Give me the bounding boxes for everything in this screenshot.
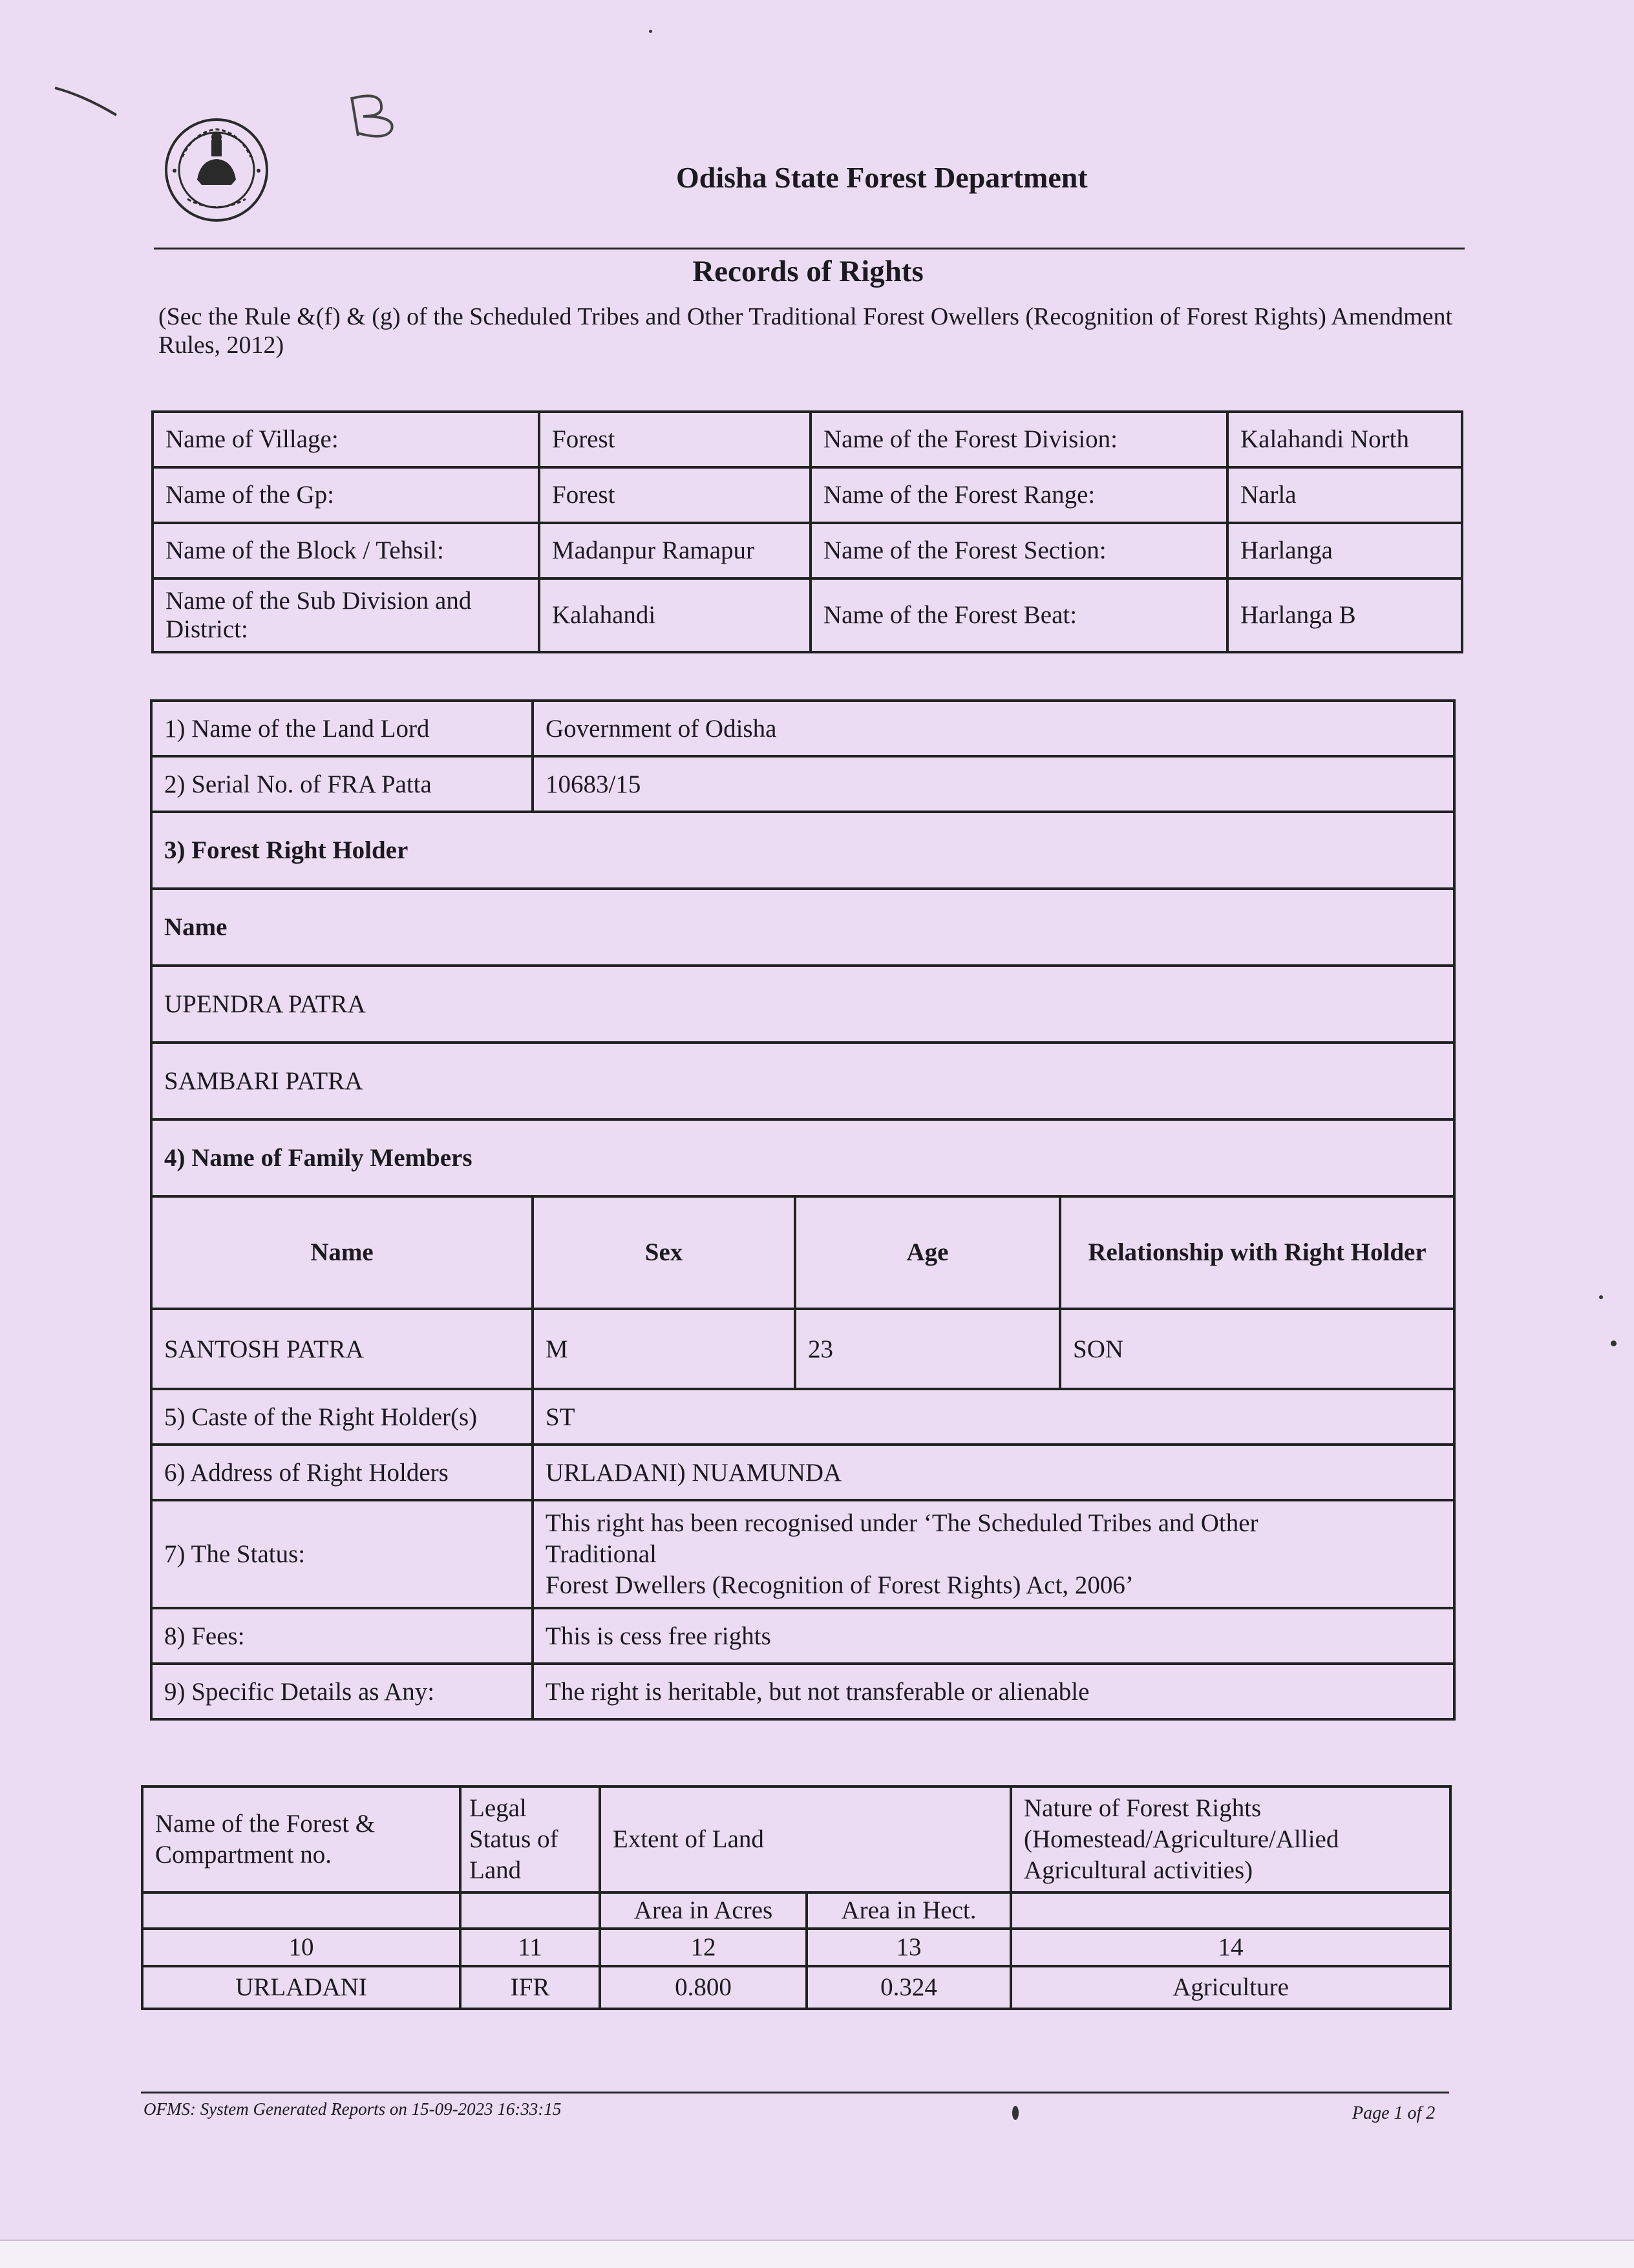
- forest-beat-label: Name of the Forest Beat:: [811, 578, 1227, 652]
- patta-label: 2) Serial No. of FRA Patta: [151, 756, 533, 812]
- document-subtitle: (Sec the Rule &(f) & (g) of the Scheduled Tribes and Other Traditional Forest Owellers (Recognition of Forest Rights) Amendment Rules, 2012): [158, 303, 1453, 359]
- column-number: 14: [1011, 1929, 1450, 1966]
- forest-range-label: Name of the Forest Range:: [811, 467, 1227, 523]
- odisha-government-seal-icon: [162, 109, 271, 225]
- subdivision-label: Name of the Sub Division and District:: [153, 578, 539, 652]
- family-col-age: Age: [795, 1196, 1060, 1309]
- ink-speck: [1611, 1341, 1617, 1346]
- patta-value: 10683/15: [533, 756, 1454, 812]
- col-area-acres: Area in Acres: [600, 1892, 807, 1929]
- col-legal-status: Legal Status of Land: [460, 1786, 600, 1892]
- document-title: Records of Rights: [692, 255, 924, 288]
- column-number: 11: [460, 1929, 600, 1966]
- member-relation: SON: [1060, 1309, 1454, 1389]
- family-col-name: Name: [151, 1196, 533, 1309]
- member-age: 23: [795, 1309, 1060, 1389]
- col-nature-of-rights: Nature of Forest Rights (Homestead/Agriculture/Allied Agricultural activities): [1011, 1786, 1450, 1892]
- family-heading: 4) Name of Family Members: [151, 1119, 1454, 1196]
- forest-division-label: Name of the Forest Division:: [811, 412, 1227, 467]
- status-line: Traditional: [546, 1540, 657, 1568]
- footer-divider: [141, 2092, 1449, 2093]
- block-value: Madanpur Ramapur: [539, 523, 811, 578]
- area-acres-value: 0.800: [600, 1966, 807, 2009]
- caste-label: 5) Caste of the Right Holder(s): [151, 1389, 533, 1445]
- holder-name-heading: Name: [151, 889, 1454, 966]
- area-hect-value: 0.324: [807, 1966, 1011, 2009]
- page-number: Page 1 of 2: [1352, 2103, 1436, 2123]
- col-forest-compartment: Name of the Forest & Compartment no.: [142, 1786, 460, 1892]
- forest-beat-value: Harlanga B: [1227, 578, 1462, 652]
- col-extent-of-land: Extent of Land: [600, 1786, 1011, 1892]
- fees-label: 8) Fees:: [151, 1608, 533, 1664]
- ink-speck: [649, 30, 652, 33]
- column-number: 13: [807, 1929, 1011, 1966]
- forest-range-value: Narla: [1227, 467, 1462, 523]
- table-row: [142, 1966, 1450, 2009]
- forest-section-value: Harlanga: [1227, 523, 1462, 578]
- subdivision-value: Kalahandi: [539, 578, 811, 652]
- generated-timestamp: OFMS: System Generated Reports on 15-09-2023 16:33:15: [143, 2099, 562, 2119]
- rights-table: [150, 699, 1456, 1721]
- land-details-table: [141, 1785, 1452, 2010]
- nature-of-rights-value: Agriculture: [1011, 1966, 1450, 2009]
- status-line: Forest Dwellers (Recognition of Forest Rights) Act, 2006’: [546, 1571, 1134, 1599]
- landlord-label: 1) Name of the Land Lord: [151, 701, 533, 756]
- col-area-hect: Area in Hect.: [807, 1892, 1011, 1929]
- status-line: This right has been recognised under ‘The Scheduled Tribes and Other: [546, 1509, 1258, 1537]
- location-table: [151, 410, 1463, 653]
- pen-stroke-mark: [52, 83, 123, 122]
- specific-details-value: The right is heritable, but not transferable or alienable: [533, 1664, 1454, 1719]
- address-value: URLADANI) NUAMUNDA: [533, 1445, 1454, 1500]
- gp-value: Forest: [539, 467, 811, 523]
- member-sex: M: [533, 1309, 795, 1389]
- forest-section-label: Name of the Forest Section:: [811, 523, 1227, 578]
- family-col-sex: Sex: [533, 1196, 795, 1309]
- member-name: SANTOSH PATRA: [151, 1309, 533, 1389]
- holder-name: SAMBARI PATRA: [151, 1043, 1454, 1119]
- column-number: 12: [600, 1929, 807, 1966]
- forest-name-value: URLADANI: [142, 1966, 460, 2009]
- status-label: 7) The Status:: [151, 1500, 533, 1608]
- caste-value: ST: [533, 1389, 1454, 1445]
- department-name: Odisha State Forest Department: [676, 161, 1088, 194]
- legal-status-value: IFR: [460, 1966, 600, 2009]
- table-row: [151, 1309, 1454, 1389]
- column-number: 10: [142, 1929, 460, 1966]
- header-divider: [154, 248, 1465, 249]
- forest-division-value: Kalahandi North: [1227, 412, 1462, 467]
- gp-label: Name of the Gp:: [153, 467, 539, 523]
- scan-edge: [0, 2240, 1634, 2268]
- address-label: 6) Address of Right Holders: [151, 1445, 533, 1500]
- landlord-value: Government of Odisha: [533, 701, 1454, 756]
- fees-value: This is cess free rights: [533, 1608, 1454, 1664]
- ink-speck: [1599, 1295, 1603, 1299]
- village-label: Name of Village:: [153, 412, 539, 467]
- block-label: Name of the Block / Tehsil:: [153, 523, 539, 578]
- family-col-relationship: Relationship with Right Holder: [1060, 1196, 1454, 1309]
- holder-heading: 3) Forest Right Holder: [151, 812, 1454, 889]
- specific-details-label: 9) Specific Details as Any:: [151, 1664, 533, 1719]
- handwritten-b-mark: [344, 90, 402, 142]
- village-value: Forest: [539, 412, 811, 467]
- status-value: [533, 1500, 1454, 1608]
- holder-name: UPENDRA PATRA: [151, 966, 1454, 1043]
- ink-speck: [1012, 2106, 1019, 2120]
